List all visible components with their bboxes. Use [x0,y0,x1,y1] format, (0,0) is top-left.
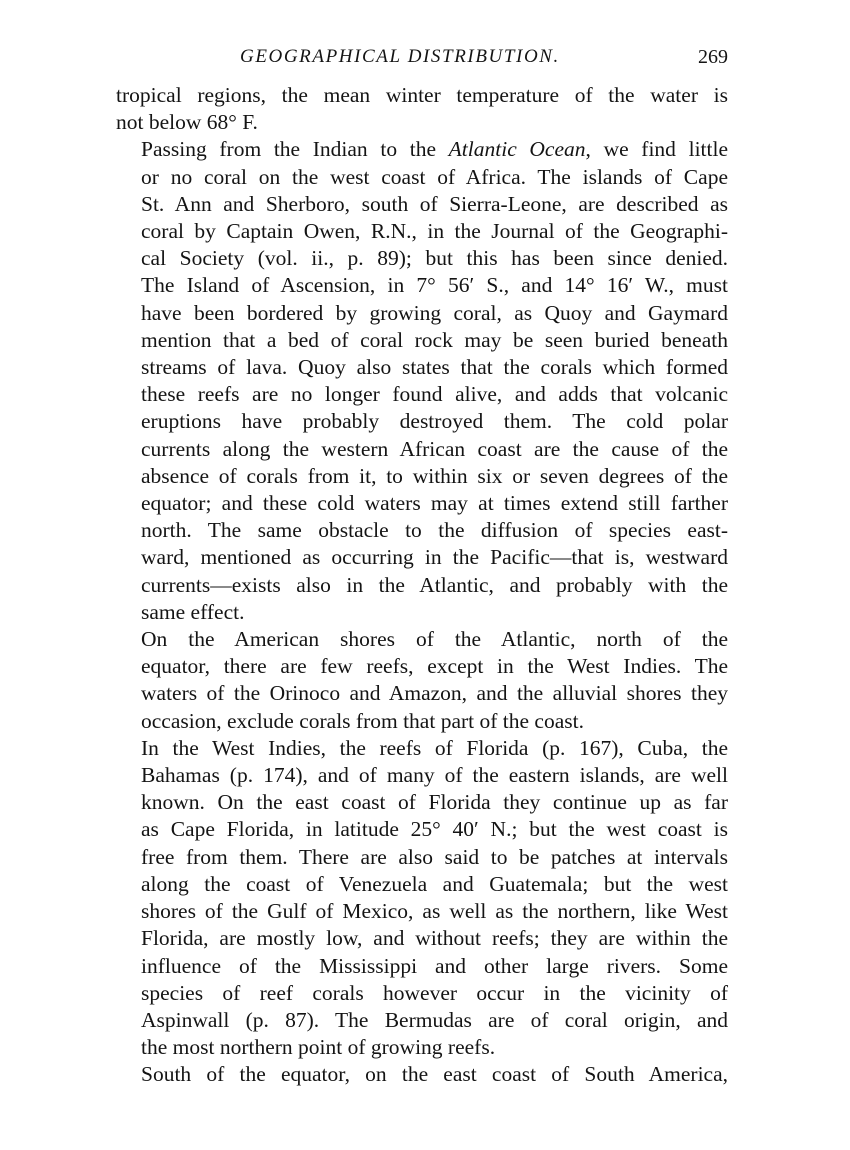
text-line: streams of lava. Quoy also states that the corals which formed [141,355,728,380]
text-line: the most northern point of growing reefs. [141,1035,496,1060]
text-line: known. On the east coast of Florida they continue up as far [141,790,728,815]
book-page [116,38,728,1089]
text-line: north. The same obstacle to the diffusion of species east- [141,518,728,543]
paragraph [116,1061,728,1088]
text-line: coral by Captain Owen, R.N., in the Journal of the Geographi- [141,219,728,244]
text-line: The Island of Ascension, in 7° 56′ S., and 14° 16′ W., must [141,273,728,298]
text-line: On the American shores of the Atlantic, north of the [141,627,728,652]
text-line: Florida, are mostly low, and without reefs; they are within the [141,926,728,951]
text-line: Passing from the Indian to the Atlantic Ocean, we find little [141,137,729,162]
text-line: tropical regions, the mean winter temperature of the water is [116,83,728,107]
text-line: In the West Indies, the reefs of Florida (p. 167), Cuba, the [141,735,728,760]
text-line: equator, there are few reefs, except in the West Indies. The [141,654,728,679]
text-line: Bahamas (p. 174), and of many of the eastern islands, are well [141,763,728,788]
text-line: eruptions have probably destroyed them. The cold polar [141,409,728,434]
text-line: equator; and these cold waters may at times extend still farther [141,491,728,516]
paragraph [116,136,728,626]
text-line: waters of the Orinoco and Amazon, and the alluvial shores they [141,681,728,706]
italic-phrase: Atlantic Ocean [448,137,586,162]
paragraph [116,626,728,735]
paragraph [116,82,728,136]
text-line: free from them. There are also said to be patches at intervals [141,844,728,869]
text-line: shores of the Gulf of Mexico, as well as the northern, like West [141,899,728,924]
text-line: same effect. [141,599,245,624]
text-line: these reefs are no longer found alive, and adds that volcanic [141,382,728,407]
running-title: GEOGRAPHICAL DISTRIBUTION. [240,46,560,67]
text-line: have been bordered by growing coral, as Quoy and Gaymard [141,300,728,325]
text-line: as Cape Florida, in latitude 25° 40′ N.; but the west coast is [141,817,728,842]
running-head [116,38,728,82]
text-line: currents along the western African coast are the cause of the [141,436,728,461]
body-text [116,82,728,1089]
paragraph [116,735,728,1061]
text-line: St. Ann and Sherboro, south of Sierra-Leone, are described as [141,191,728,216]
text-line: influence of the Mississippi and other large rivers. Some [141,953,728,978]
text-line: occasion, exclude corals from that part of the coast. [141,708,584,733]
text-line: not below 68° F. [116,110,258,135]
text-line: ward, mentioned as occurring in the Pacific—that is, westward [141,545,728,570]
text-line: along the coast of Venezuela and Guatemala; but the west [141,871,728,896]
text-line: absence of corals from it, to within six or seven degrees of the [141,463,728,488]
text-line: South of the equator, on the east coast of South America, [141,1062,728,1087]
text-line: Aspinwall (p. 87). The Bermudas are of coral origin, and [141,1007,728,1032]
text-line: mention that a bed of coral rock may be seen buried beneath [141,327,728,352]
text-line: cal Society (vol. ii., p. 89); but this has been since denied. [141,246,728,271]
page-number: 269 [698,46,728,68]
text-line: species of reef corals however occur in the vicinity of [141,980,728,1005]
text-line: or no coral on the west coast of Africa. The islands of Cape [141,164,728,189]
text-line: currents—exists also in the Atlantic, and probably with the [141,572,728,597]
